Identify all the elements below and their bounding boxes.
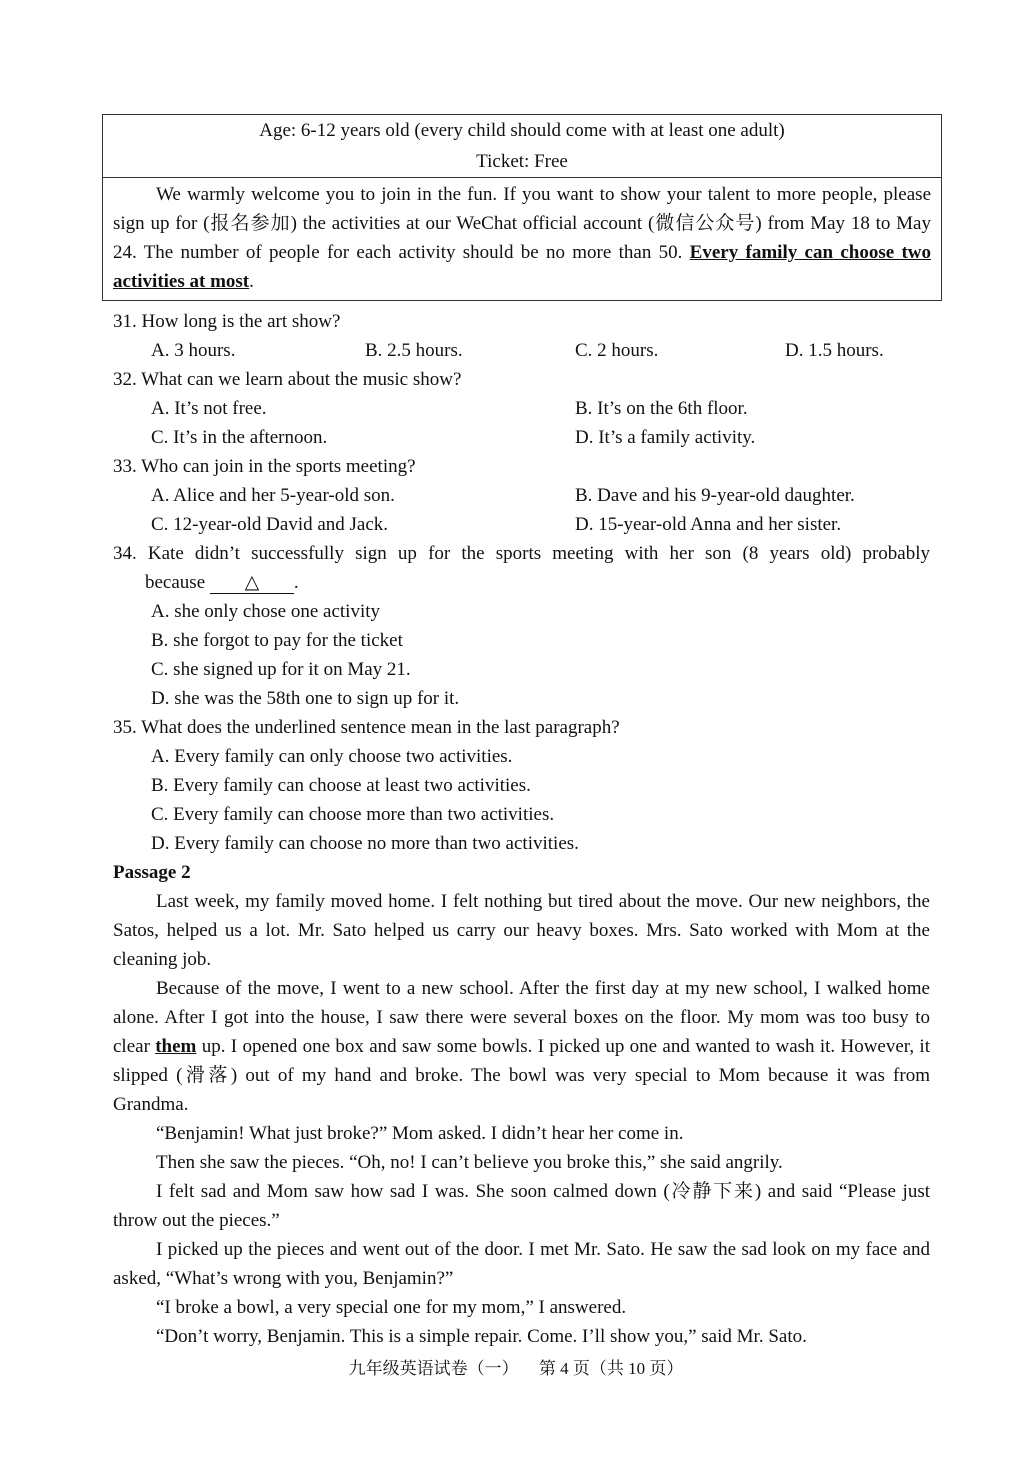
q31-option-a[interactable]: A. 3 hours.: [151, 340, 236, 361]
question-34-stem: 34. Kate didn’t successfully sign up for the sports meeting with her son (8 years old) probably: [113, 543, 930, 564]
signup-paragraph: [103, 178, 941, 300]
passage-2-paragraph-6: I picked up the pieces and went out of the door. I met Mr. Sato. He saw the sad look on my face and asked, “What’s wrong with you, Benjamin?”: [113, 1239, 930, 1289]
p2-text-b: up. I opened one box and saw some bowls. I picked up one and wanted to wash it. However, it slipped (滑落) out of my hand and broke. The bowl was very special to Mom because it was from Grandma.: [113, 1036, 930, 1115]
activity-info-box: [102, 114, 942, 301]
q35-option-d[interactable]: D. Every family can choose no more than two activities.: [151, 833, 579, 854]
passage-2-paragraph-3: “Benjamin! What just broke?” Mom asked. I didn’t hear her come in.: [156, 1123, 684, 1144]
q34-period: .: [293, 572, 299, 593]
page-footer: [0, 1354, 1032, 1379]
age-line: Age: 6-12 years old (every child should come with at least one adult): [259, 120, 785, 141]
question-33-options-row1: [113, 481, 930, 510]
question-31-stem: 31. How long is the art show?: [113, 311, 341, 332]
q34-option-a[interactable]: A. she only chose one activity: [151, 601, 381, 622]
q32-option-c[interactable]: C. It’s in the afternoon.: [151, 427, 328, 448]
q35-option-b[interactable]: B. Every family can choose at least two activities.: [151, 775, 531, 796]
question-34-stem-cont: [113, 568, 930, 597]
exam-title: 九年级英语试卷（一）: [348, 1359, 519, 1378]
passage-2-paragraph-7: “I broke a bowl, a very special one for my mom,” I answered.: [156, 1297, 627, 1318]
passage-2-paragraph-2: [113, 974, 930, 1119]
question-31-options: [113, 336, 930, 365]
q32-option-b[interactable]: B. It’s on the 6th floor.: [575, 398, 748, 419]
q31-option-b[interactable]: B. 2.5 hours.: [365, 340, 463, 361]
q33-option-d[interactable]: D. 15-year-old Anna and her sister.: [575, 514, 842, 535]
q31-option-c[interactable]: C. 2 hours.: [575, 340, 659, 361]
passage-2-paragraph-4: Then she saw the pieces. “Oh, no! I can’t believe you broke this,” she said angrily.: [156, 1152, 783, 1173]
page-number: 第 4 页（共 10 页）: [538, 1359, 684, 1378]
q31-option-d[interactable]: D. 1.5 hours.: [785, 340, 884, 361]
q34-option-d[interactable]: D. she was the 58th one to sign up for it.: [151, 688, 460, 709]
question-35-stem: 35. What does the underlined sentence mean in the last paragraph?: [113, 717, 620, 738]
answer-blank[interactable]: [210, 571, 294, 594]
passage-2-paragraph-1: Last week, my family moved home. I felt nothing but tired about the move. Our new neighbors, the Satos, helped us a lot. Mr. Sato helped us carry our heavy boxes. Mrs. Sato worked with Mom at the cleaning job.: [113, 891, 930, 970]
question-33-stem: 33. Who can join in the sports meeting?: [113, 456, 416, 477]
q33-option-c[interactable]: C. 12-year-old David and Jack.: [151, 514, 389, 535]
ticket-line: Ticket: Free: [476, 151, 568, 172]
triangle-icon: △: [244, 572, 260, 593]
q35-option-a[interactable]: A. Every family can only choose two activities.: [151, 746, 513, 767]
question-32-stem: 32. What can we learn about the music show?: [113, 369, 462, 390]
questions-section: [113, 307, 930, 1351]
q34-because: because: [145, 572, 206, 593]
question-32-options-row1: [113, 394, 930, 423]
underlined-word-them: them: [155, 1036, 197, 1057]
question-32-options-row2: [113, 423, 930, 452]
p2-text-a: Because of the move, I went to a new school. After the first day at my new school, I walked home alone. After I got into the house, I saw there were several boxes on the floor. My mom was too busy to clear: [113, 978, 930, 1057]
q33-option-b[interactable]: B. Dave and his 9-year-old daughter.: [575, 485, 855, 506]
q34-option-c[interactable]: C. she signed up for it on May 21.: [151, 659, 411, 680]
passage-2-paragraph-5: I felt sad and Mom saw how sad I was. She soon calmed down (冷静下来) and said “Please just throw out the pieces.”: [113, 1181, 930, 1231]
question-33-options-row2: [113, 510, 930, 539]
underlined-sentence: Every family can choose two activities at most: [113, 242, 931, 292]
signup-text-end: .: [249, 271, 254, 292]
q35-option-c[interactable]: C. Every family can choose more than two activities.: [151, 804, 555, 825]
q33-option-a[interactable]: A. Alice and her 5-year-old son.: [151, 485, 395, 506]
passage-2-paragraph-8: “Don’t worry, Benjamin. This is a simple repair. Come. I’ll show you,” said Mr. Sato.: [156, 1326, 807, 1347]
info-box-header: [103, 115, 941, 178]
q32-option-a[interactable]: A. It’s not free.: [151, 398, 267, 419]
signup-text: We warmly welcome you to join in the fun. If you want to show your talent to more people, please sign up for (报名参加) the activities at our WeChat official account (微信公众号) from May 18 to May 24. The number of people for each activity should be no more than 50.: [113, 184, 931, 263]
q34-option-b[interactable]: B. she forgot to pay for the ticket: [151, 630, 403, 651]
passage-2-heading: Passage 2: [113, 862, 191, 883]
q32-option-d[interactable]: D. It’s a family activity.: [575, 427, 756, 448]
